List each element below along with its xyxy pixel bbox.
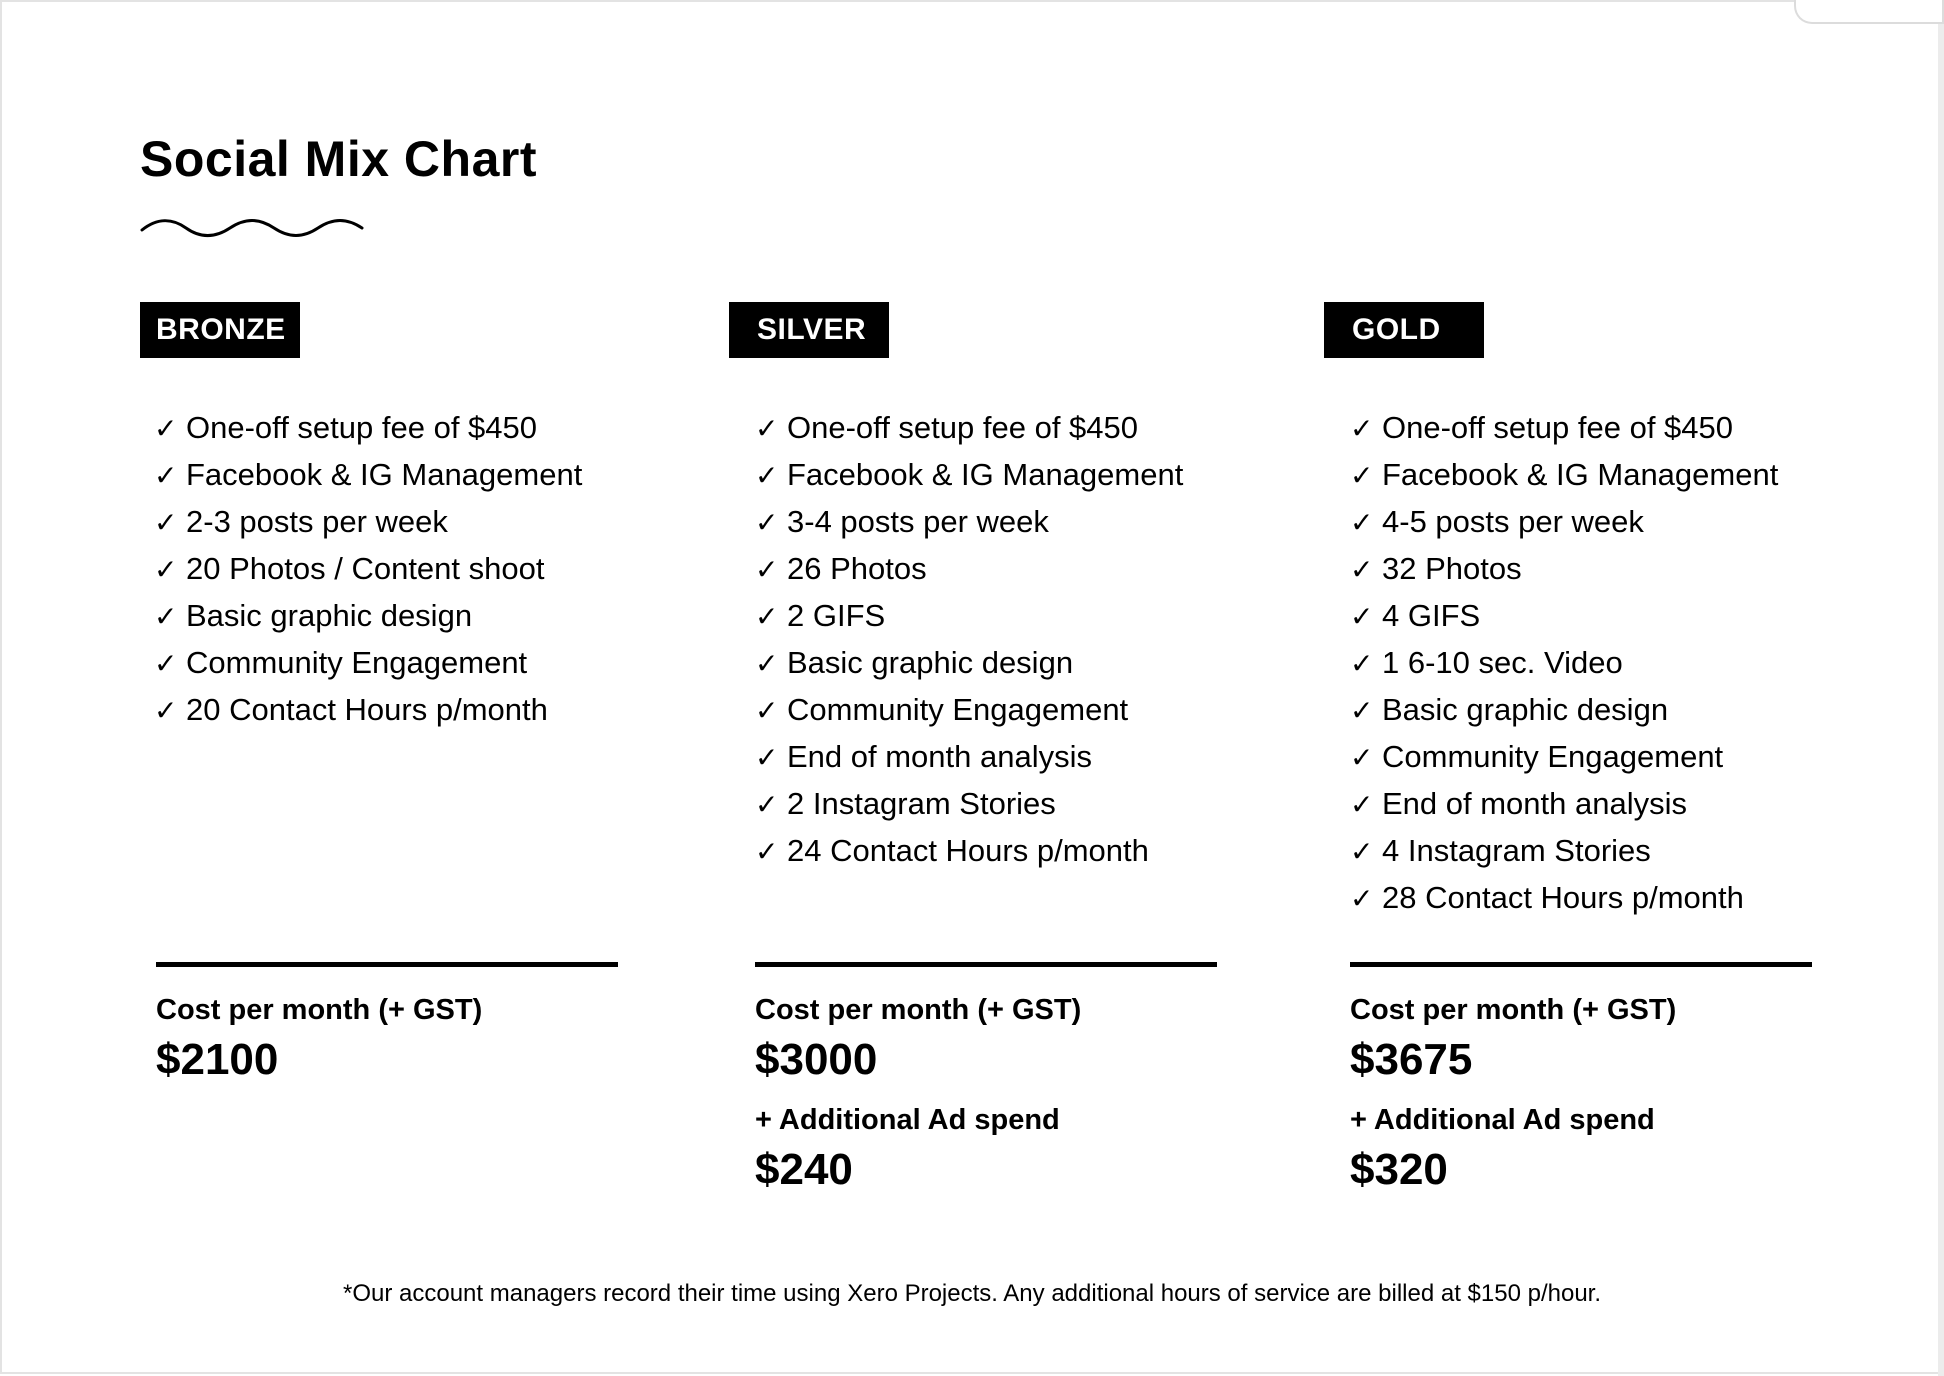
cost-label: Cost per month (+ GST) [1350,994,1677,1026]
corner-tab [1794,0,1944,24]
check-icon: ✓ [154,507,178,538]
check-icon: ✓ [755,789,779,820]
check-icon: ✓ [1350,742,1374,773]
cost-value: $2100 [156,1035,279,1084]
feature-item: ✓ Facebook & IG Management [154,451,582,498]
check-icon: ✓ [1350,883,1374,914]
feature-item: ✓ 4 Instagram Stories [1350,827,1778,874]
feature-item: ✓ Facebook & IG Management [755,451,1183,498]
cost-label: Cost per month (+ GST) [156,994,483,1026]
divider [755,962,1217,967]
check-icon: ✓ [154,648,178,679]
ad-spend-value: $240 [755,1145,853,1194]
tier-column-silver [729,302,1249,868]
feature-list [755,404,1183,874]
feature-item: ✓ One-off setup fee of $450 [755,404,1183,451]
check-icon: ✓ [1350,601,1374,632]
feature-item: ✓ Basic graphic design [154,592,582,639]
check-icon: ✓ [1350,460,1374,491]
check-icon: ✓ [755,507,779,538]
feature-list [154,404,582,733]
check-icon: ✓ [1350,648,1374,679]
page-title: Social Mix Chart [140,131,537,187]
cost-block-bronze [156,962,618,1091]
tier-column-gold [1324,302,1844,915]
feature-item: ✓ 4 GIFS [1350,592,1778,639]
check-icon: ✓ [1350,836,1374,867]
feature-item: ✓ Facebook & IG Management [1350,451,1778,498]
feature-item: ✓ End of month analysis [1350,780,1778,827]
check-icon: ✓ [755,601,779,632]
feature-item: ✓ 2 Instagram Stories [755,780,1183,827]
feature-item: ✓ Basic graphic design [755,639,1183,686]
feature-item: ✓ Community Engagement [755,686,1183,733]
tier-badge: GOLD [1324,302,1484,358]
cost-label: Cost per month (+ GST) [755,994,1082,1026]
check-icon: ✓ [154,554,178,585]
feature-item: ✓ 32 Photos [1350,545,1778,592]
tier-column-bronze [140,302,660,727]
cost-value: $3675 [1350,1035,1473,1084]
feature-item: ✓ Basic graphic design [1350,686,1778,733]
check-icon: ✓ [154,413,178,444]
feature-list [1350,404,1778,921]
check-icon: ✓ [154,601,178,632]
cost-block-gold [1350,962,1812,1201]
tier-badge: BRONZE [140,302,300,358]
check-icon: ✓ [1350,695,1374,726]
check-icon: ✓ [755,742,779,773]
ad-spend-value: $320 [1350,1145,1448,1194]
check-icon: ✓ [1350,554,1374,585]
feature-item: ✓ 20 Photos / Content shoot [154,545,582,592]
feature-item: ✓ End of month analysis [755,733,1183,780]
check-icon: ✓ [755,413,779,444]
check-icon: ✓ [755,554,779,585]
check-icon: ✓ [1350,507,1374,538]
check-icon: ✓ [755,648,779,679]
feature-item: ✓ 20 Contact Hours p/month [154,686,582,733]
feature-item: ✓ 3-4 posts per week [755,498,1183,545]
feature-item: ✓ Community Engagement [154,639,582,686]
feature-item: ✓ Community Engagement [1350,733,1778,780]
feature-item: ✓ One-off setup fee of $450 [154,404,582,451]
feature-item: ✓ 26 Photos [755,545,1183,592]
feature-item: ✓ 1 6-10 sec. Video [1350,639,1778,686]
ad-spend-label: + Additional Ad spend [755,1104,1060,1136]
footnote: *Our account managers record their time using Xero Projects. Any additional hours of service are billed at $150 p/hour. [342,1280,1602,1307]
feature-item: ✓ 2 GIFS [755,592,1183,639]
scrollbar-track[interactable] [1938,0,1944,1376]
feature-item: ✓ 2-3 posts per week [154,498,582,545]
tier-badge: SILVER [729,302,889,358]
feature-item: ✓ One-off setup fee of $450 [1350,404,1778,451]
cost-block-silver [755,962,1217,1201]
feature-item: ✓ 4-5 posts per week [1350,498,1778,545]
cost-value: $3000 [755,1035,878,1084]
feature-item: ✓ 24 Contact Hours p/month [755,827,1183,874]
check-icon: ✓ [755,695,779,726]
wavy-line-icon [140,214,364,240]
check-icon: ✓ [154,695,178,726]
check-icon: ✓ [1350,413,1374,444]
check-icon: ✓ [755,460,779,491]
divider [1350,962,1812,967]
ad-spend-label: + Additional Ad spend [1350,1104,1655,1136]
check-icon: ✓ [1350,789,1374,820]
check-icon: ✓ [755,836,779,867]
divider [156,962,618,967]
check-icon: ✓ [154,460,178,491]
feature-item: ✓ 28 Contact Hours p/month [1350,874,1778,921]
